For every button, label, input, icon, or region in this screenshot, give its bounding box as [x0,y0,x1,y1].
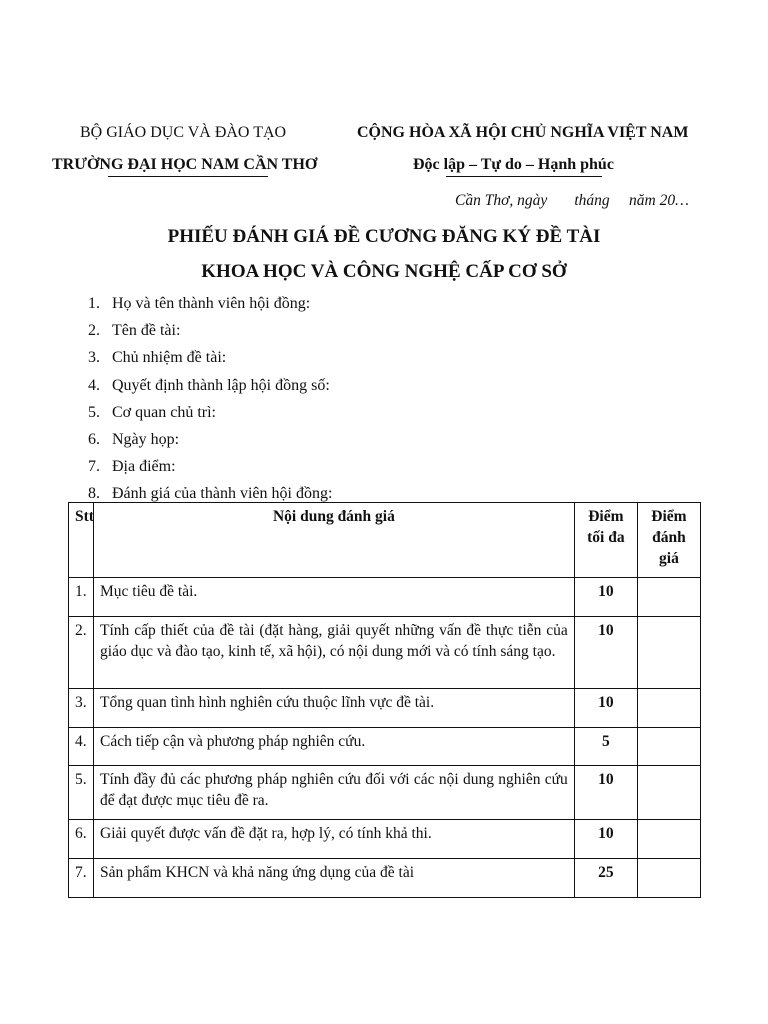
score-cell[interactable] [637,689,700,728]
list-item [88,294,332,321]
row-content: Tổng quan tình hình nghiên cứu thuộc lĩnh vực đề tài. [94,689,575,728]
row-stt: 5. [69,766,94,820]
item-number: 4. [88,376,100,394]
place-date: Cần Thơ, ngày tháng năm 20… [455,192,689,209]
item-label: Quyết định thành lập hội đồng số: [112,376,330,394]
item-label: Họ và tên thành viên hội đồng: [112,295,311,312]
table-row [69,617,701,689]
table-row [69,820,701,859]
score-cell[interactable] [637,617,700,689]
item-number: 7. [88,458,100,476]
item-number: 6. [88,430,100,448]
info-list [88,294,332,512]
ministry-name: BỘ GIÁO DỤC VÀ ĐÀO TẠO [80,124,287,141]
item-label: Chủ nhiệm đề tài: [112,349,227,367]
school-underline [108,176,268,177]
list-item [88,457,332,484]
item-label: Ngày họp: [112,430,180,448]
row-max-score: 10 [574,820,637,859]
republic-name: CỘNG HÒA XÃ HỘI CHỦ NGHĨA VIỆT NAM [357,124,689,141]
row-content: Mục tiêu đề tài. [94,578,575,617]
table-row [69,689,701,728]
row-max-score: 10 [574,689,637,728]
row-content: Giải quyết được vấn đề đặt ra, hợp lý, có tính khả thi. [94,820,575,859]
form-title-line2: KHOA HỌC VÀ CÔNG NGHỆ CẤP CƠ SỞ [201,261,567,282]
table-row [69,728,701,766]
item-number: 8. [88,485,100,503]
row-content: Tính cấp thiết của đề tài (đặt hàng, giải quyết những vấn đề thực tiễn của giáo dục và đào tạo, kinh tế, xã hội), có nội dung mới và có tính sáng tạo. [94,617,575,689]
form-title-line1: PHIẾU ĐÁNH GIÁ ĐỀ CƯƠNG ĐĂNG KÝ ĐỀ TÀI [167,226,601,247]
score-cell[interactable] [637,820,700,859]
item-number: 5. [88,403,100,421]
row-stt: 6. [69,820,94,859]
score-cell[interactable] [637,578,700,617]
item-label: Đánh giá của thành viên hội đồng: [112,485,333,503]
row-max-score: 10 [574,578,637,617]
list-item [88,430,332,457]
item-number: 2. [88,322,100,340]
header-content: Nội dung đánh giá [94,503,575,578]
row-stt: 2. [69,617,94,689]
header-max-score: Điểm tối đa [574,503,637,578]
table-row [69,578,701,617]
item-label: Địa điểm: [112,458,176,476]
list-item [88,376,332,403]
row-content: Tính đầy đủ các phương pháp nghiên cứu đối với các nội dung nghiên cứu để đạt được mục tiêu đề ra. [94,766,575,820]
table-header-row [69,503,701,578]
row-content: Cách tiếp cận và phương pháp nghiên cứu. [94,728,575,766]
item-number: 1. [88,295,100,312]
header-score: Điểm đánh giá [637,503,700,578]
row-stt: 1. [69,578,94,617]
school-name: TRƯỜNG ĐẠI HỌC NAM CẦN THƠ [52,156,318,173]
row-stt: 7. [69,859,94,898]
item-label: Cơ quan chủ trì: [112,403,216,421]
item-label: Tên đề tài: [112,322,181,340]
header-stt: Stt [69,503,94,578]
table-row [69,766,701,820]
table-row [69,859,701,898]
score-cell[interactable] [637,859,700,898]
list-item [88,348,332,375]
row-max-score: 5 [574,728,637,766]
row-max-score: 25 [574,859,637,898]
evaluation-table [68,502,701,898]
row-stt: 4. [69,728,94,766]
row-max-score: 10 [574,766,637,820]
list-item [88,321,332,348]
score-cell[interactable] [637,728,700,766]
row-stt: 3. [69,689,94,728]
item-number: 3. [88,349,100,367]
list-item [88,403,332,430]
motto-underline [446,176,602,177]
row-max-score: 10 [574,617,637,689]
score-cell[interactable] [637,766,700,820]
row-content: Sản phẩm KHCN và khả năng ứng dụng của đề tài [94,859,575,898]
motto: Độc lập – Tự do – Hạnh phúc [413,156,614,173]
